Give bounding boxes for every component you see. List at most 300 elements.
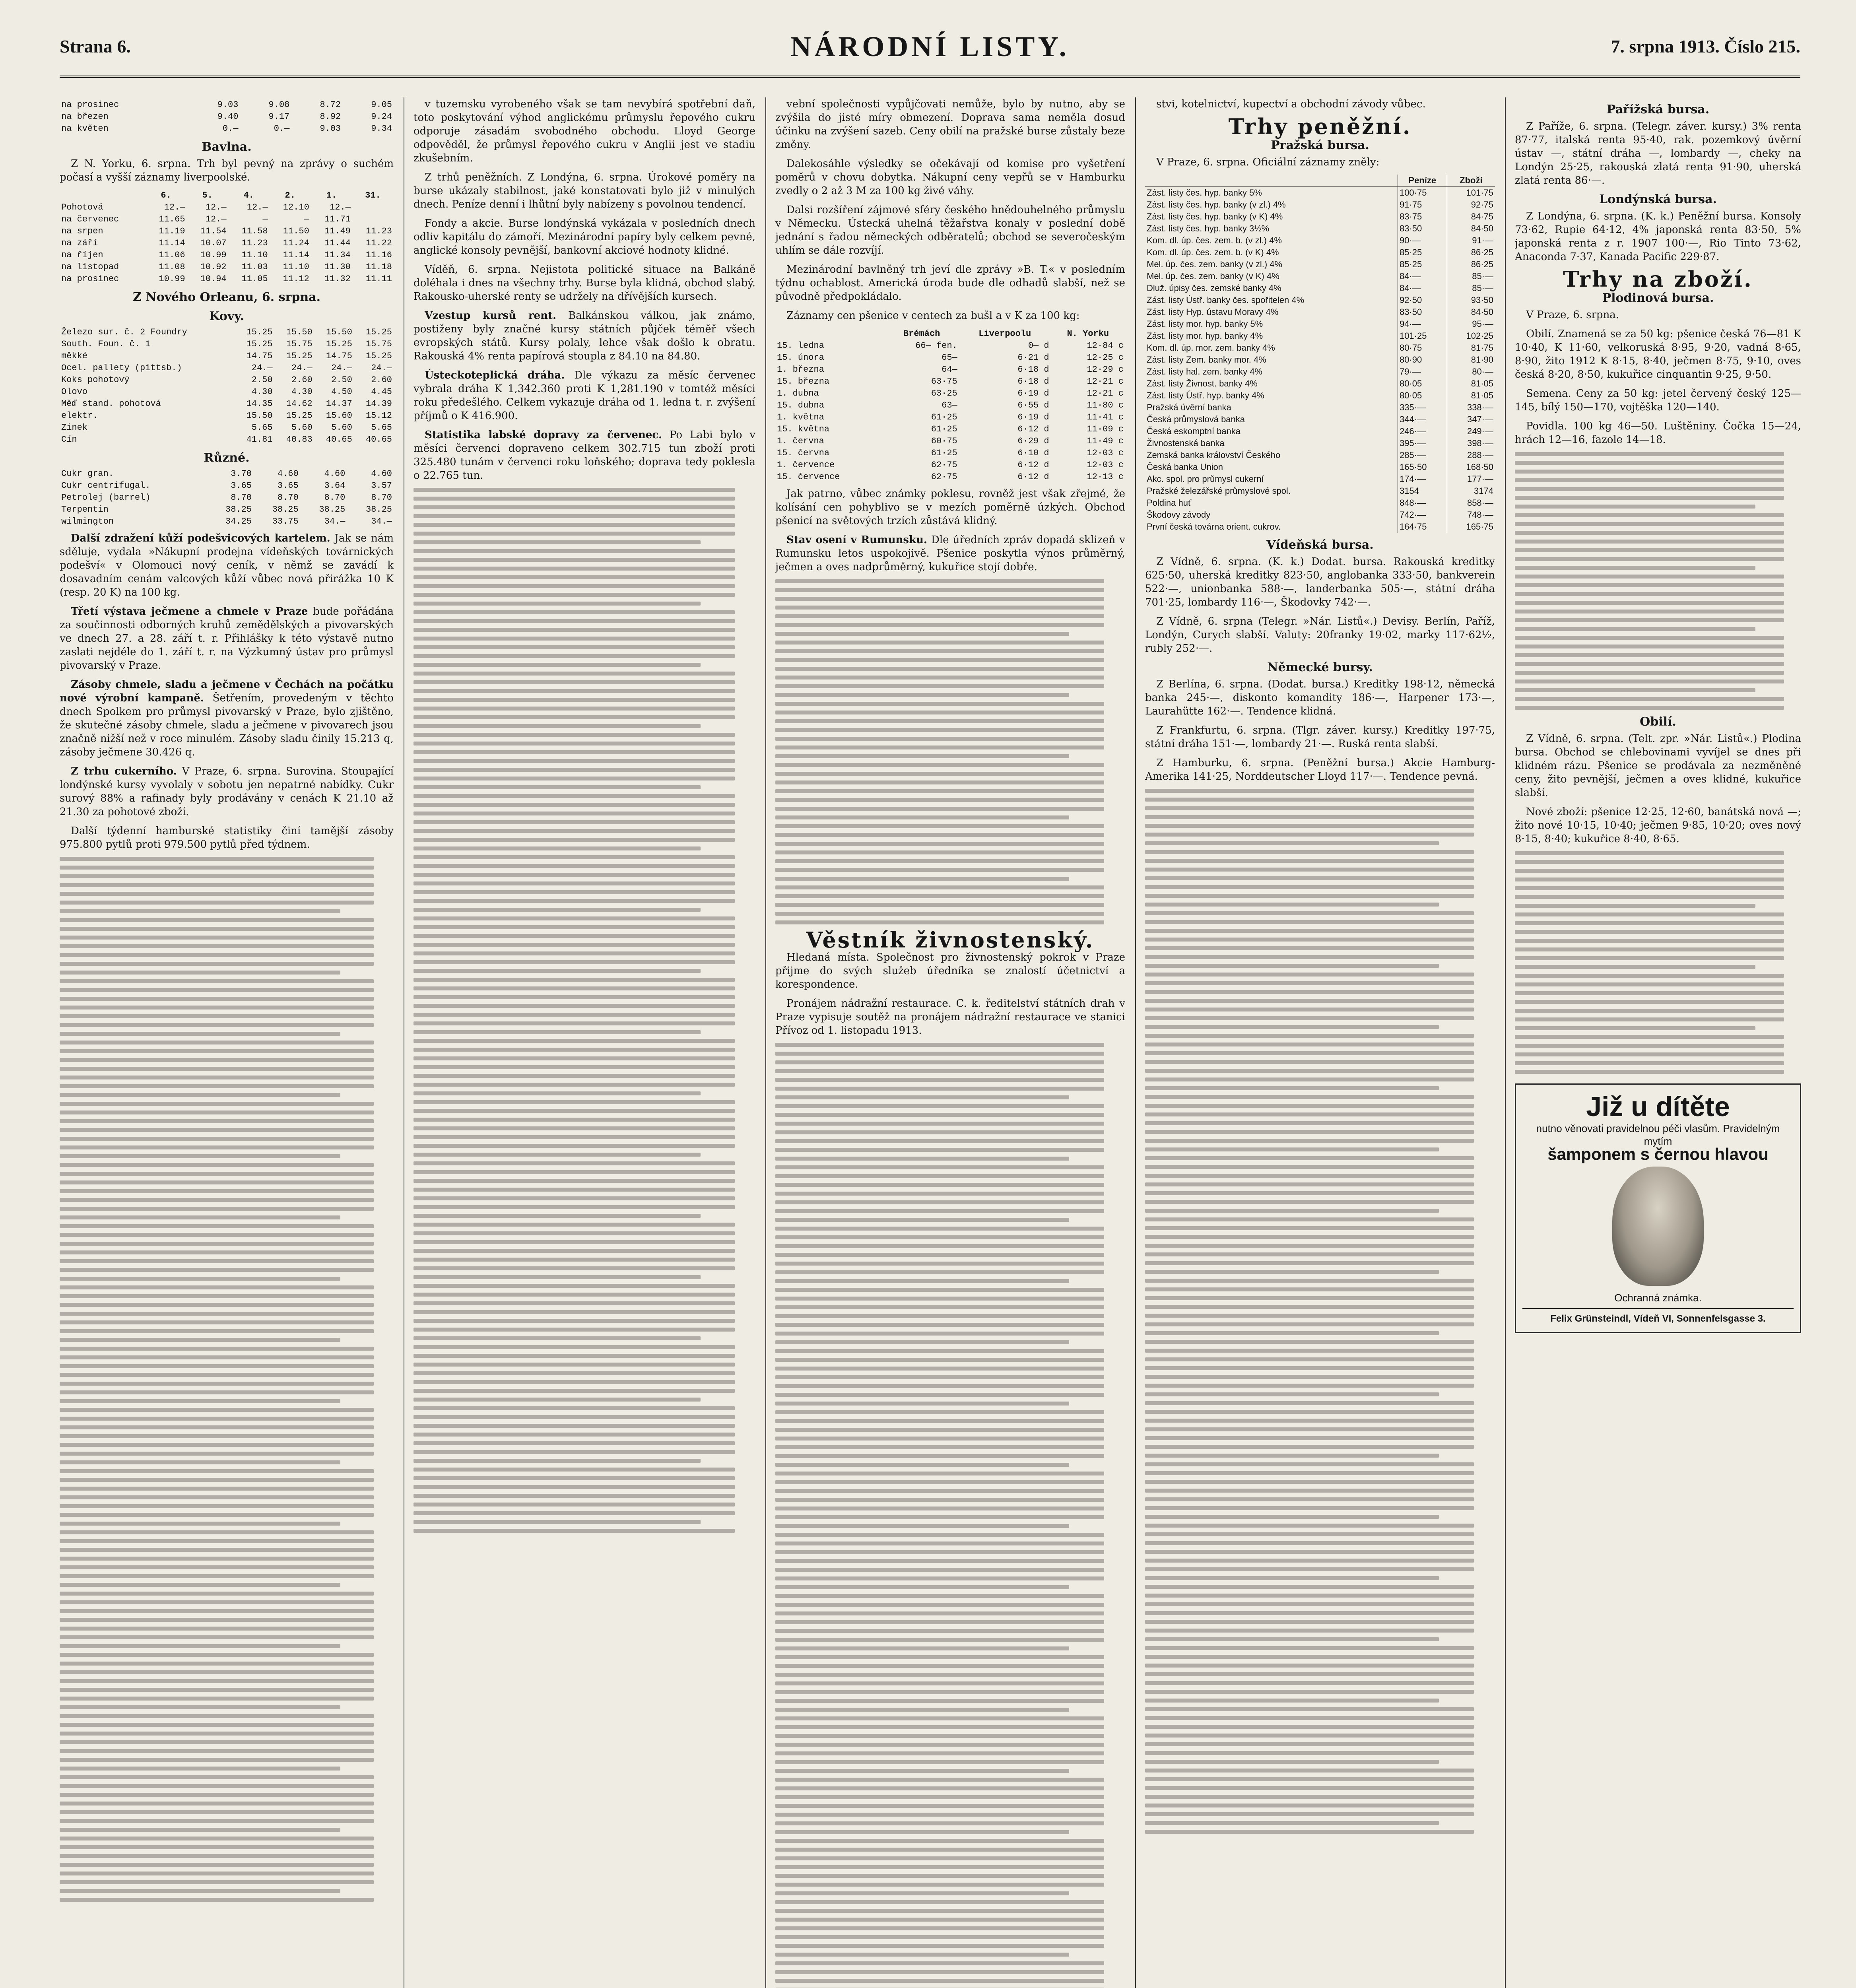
table-cell: 80·75 <box>1398 342 1447 354</box>
table-cell: 395·— <box>1398 437 1447 449</box>
text-line <box>414 637 735 641</box>
text-line <box>775 1734 1104 1738</box>
table-cell: 12.— <box>205 214 227 224</box>
text-line <box>60 1478 374 1482</box>
table-cell: 12·03 c <box>1087 448 1124 458</box>
text-line <box>414 1091 701 1095</box>
text-line <box>1145 1445 1474 1449</box>
text-line <box>1145 1086 1439 1090</box>
table-cell: 101·25 <box>1398 330 1447 342</box>
table-cell: 40.65 <box>326 435 352 445</box>
table-cell: 63— <box>942 400 957 410</box>
table-cell: Cukr centrifugal. <box>61 481 151 491</box>
text-line <box>60 1355 374 1359</box>
table-cell: na prosinec <box>61 100 119 110</box>
text-line <box>414 1004 735 1008</box>
table-row <box>775 376 1125 388</box>
text-line <box>414 986 735 990</box>
table-cell: 1. června <box>777 436 824 446</box>
text-line <box>775 1489 1104 1493</box>
table-row <box>775 471 1125 483</box>
text-line <box>775 1848 1104 1852</box>
text-line <box>775 763 1104 767</box>
text-line <box>1515 1061 1784 1065</box>
text-line <box>1145 973 1474 977</box>
article-title: Třetí výstava ječmene a chmele v Praze <box>71 606 308 617</box>
table-cell: 0— d <box>1028 341 1049 351</box>
table-row <box>1145 402 1495 414</box>
table-cell: 11.16 <box>365 250 392 260</box>
text-line <box>60 1198 374 1202</box>
text-line <box>1145 1742 1474 1746</box>
text-line <box>775 1174 1104 1178</box>
text-line <box>60 1522 340 1526</box>
text-line <box>414 1100 735 1104</box>
table-cell: 15.60 <box>326 411 352 421</box>
text-line <box>1145 1217 1474 1221</box>
text-line <box>60 883 374 887</box>
table-cell: na prosinec <box>61 274 119 284</box>
table-cell: Zást. listy mor. hyp. banky 5% <box>1145 318 1398 330</box>
text-line <box>775 1664 1104 1668</box>
text-line <box>775 1708 1069 1712</box>
table-cell: 86·25 <box>1471 247 1493 257</box>
table-cell: — <box>262 214 268 224</box>
text-line <box>60 1242 374 1246</box>
text-line <box>775 807 1104 811</box>
text-line <box>60 866 374 870</box>
text-line <box>775 1620 1104 1624</box>
table-row <box>60 261 394 273</box>
text-line <box>414 1161 735 1165</box>
text-line <box>1515 878 1784 881</box>
text-line <box>60 1609 374 1613</box>
table-cell: 164·75 <box>1398 521 1447 533</box>
text-line <box>1515 947 1784 951</box>
text-line <box>1145 1252 1474 1256</box>
text-line <box>414 890 735 894</box>
text-line <box>414 1109 735 1113</box>
table-row <box>1145 473 1495 485</box>
table-cell: 11.10 <box>283 262 309 272</box>
text-line <box>775 1568 1104 1572</box>
text-line <box>1145 1060 1474 1064</box>
table-row <box>1145 235 1495 247</box>
table-cell: 86·25 <box>1471 259 1493 269</box>
text-line <box>1515 470 1784 474</box>
text-line <box>60 1294 374 1298</box>
table-cell: 81·05 <box>1471 390 1493 400</box>
table-cell: 6·21 d <box>1017 353 1049 363</box>
text-line <box>1145 1699 1439 1703</box>
text-line <box>1515 557 1784 561</box>
table-cell: Kom. dl. úp. čes. zem. b. (v K) 4% <box>1145 247 1398 258</box>
text-line <box>1145 1322 1474 1326</box>
text-line <box>414 514 735 518</box>
text-line <box>1145 1419 1474 1423</box>
table-cell: 94·— <box>1398 318 1447 330</box>
table-cell: 61·25 <box>931 448 957 458</box>
text-line <box>775 1681 1104 1685</box>
text-line <box>60 971 340 975</box>
text-line <box>1145 1524 1474 1528</box>
article-text: v tuzemsku vyrobeného však se tam nevybírá spotřební daň, toto poskytování výhod anglickému průmyslu řepového cukru odporuje zásadám svobodného obchodu. Lloyd George odpověděl, že průmysl řepového cukru v Anglii jest ve stadiu zkušebním. <box>414 98 755 164</box>
text-line <box>60 1425 374 1429</box>
table-row <box>1145 378 1495 390</box>
table-row <box>775 423 1125 435</box>
text-line <box>60 1364 374 1368</box>
table-cell: 66— fen. <box>915 341 957 351</box>
table-row <box>1145 199 1495 211</box>
table-cell: 90·— <box>1398 235 1447 247</box>
table-cell: 80·05 <box>1398 378 1447 390</box>
text-line <box>775 1323 1104 1327</box>
text-line <box>1515 531 1784 535</box>
text-line <box>1145 1454 1439 1458</box>
section-title-orleans: Z Nového Orleanu, 6. srpna. <box>132 290 321 304</box>
table-row <box>775 447 1125 459</box>
table-cell: 165·75 <box>1466 522 1493 532</box>
article-text: Z Paříže, 6. srpna. (Telegr. záver. kursy.) 3% renta 87·77, italská renta 95·40, rak. pozemkový úvěrní ústav —, státní dráha —, lombardy —, cheky na Londýn 25·25, rakouská zlatá renta 91·90, uherská zlatá renta 86·—. <box>1515 120 1801 186</box>
text-line <box>60 1347 374 1351</box>
text-line <box>1145 1410 1474 1414</box>
table-cell: 11.49 <box>324 226 351 236</box>
table-row <box>1145 330 1495 342</box>
ad-maker: Felix Grünsteindl, Vídeň VI, Sonnenfelsgasse 3. <box>1522 1308 1794 1326</box>
table-cell: 10.94 <box>200 274 227 284</box>
text-line <box>775 1340 1069 1344</box>
table-cell: 63·75 <box>931 377 957 386</box>
text-line <box>1145 1235 1474 1239</box>
text-line <box>1145 1200 1474 1204</box>
section-title-cotton: Bavlna. <box>202 140 252 154</box>
section-title-money: Trhy peněžní. <box>1228 114 1412 139</box>
table-cell: 92·50 <box>1398 294 1447 306</box>
column-2 <box>414 97 755 1988</box>
text-line <box>414 1223 735 1227</box>
text-line <box>414 916 735 920</box>
text-line <box>775 1961 1104 1965</box>
table-cell: Živnostenská banka <box>1145 437 1398 449</box>
text-line <box>414 1459 701 1463</box>
table-row <box>60 202 394 214</box>
table-cell: 34.25 <box>225 516 252 526</box>
text-line <box>1145 868 1474 872</box>
text-line <box>1145 1287 1474 1291</box>
text-line <box>60 1259 374 1263</box>
shampoo-advertisement <box>1515 1083 1801 1333</box>
text-line <box>1515 1035 1784 1039</box>
text-line <box>60 1434 374 1438</box>
text-line <box>414 899 735 903</box>
text-line <box>1145 1725 1474 1729</box>
table-header-cell <box>1145 175 1398 187</box>
text-line <box>414 1301 735 1305</box>
table-row <box>60 123 394 135</box>
text-line <box>775 1087 1104 1091</box>
text-line <box>1145 1392 1439 1396</box>
text-line <box>414 820 735 824</box>
text-line <box>414 1240 735 1244</box>
article-text: Hledaná místa. Společnost pro živnostenský pokrok v Praze přijme do svých služeb úředníka se znalostí účetnictví a korespondence. <box>775 951 1125 990</box>
text-line <box>1515 601 1784 605</box>
text-line <box>1145 1559 1474 1563</box>
table-cell: 9.08 <box>268 100 290 110</box>
text-line <box>775 1078 1104 1082</box>
text-line <box>1145 1104 1474 1108</box>
text-line <box>1515 636 1784 640</box>
table-cell: 3.65 <box>277 481 299 491</box>
text-line <box>60 1557 374 1561</box>
table-cell: South. Foun. č. 1 <box>61 339 151 349</box>
text-line <box>414 680 735 684</box>
text-line <box>414 943 735 947</box>
table-cell: 11·49 c <box>1087 436 1124 446</box>
text-line <box>1145 938 1474 942</box>
table-cell: Zást. listy čes. hyp. banky 5% <box>1145 187 1398 199</box>
text-line <box>1145 1734 1474 1738</box>
text-line <box>1145 1191 1474 1195</box>
text-line <box>1145 1025 1439 1029</box>
text-line <box>414 1214 701 1218</box>
table-cell: 11.03 <box>241 262 268 272</box>
text-line <box>60 1592 374 1596</box>
text-line <box>1515 965 1755 969</box>
table-cell: 34.— <box>324 516 346 526</box>
table-cell: Ocel. pallety (pittsb.) <box>61 363 182 373</box>
table-cell: 38.25 <box>272 505 299 514</box>
text-line <box>775 737 1104 741</box>
table-cell: 177·— <box>1467 474 1493 484</box>
text-line <box>414 610 735 614</box>
table-cell: 12.— <box>205 202 227 212</box>
text-line <box>775 1970 1104 1974</box>
table-cell: 65— <box>942 353 957 363</box>
table-cell: 38.25 <box>319 505 346 514</box>
table-cell: 15. ledna <box>777 341 824 351</box>
text-line <box>775 1095 1069 1099</box>
text-line <box>60 1041 374 1044</box>
table-cell: 15.25 <box>246 327 273 337</box>
table-cell: 84·50 <box>1471 307 1493 317</box>
text-line <box>775 1419 1104 1423</box>
text-line <box>775 1393 1104 1397</box>
text-line <box>775 1183 1104 1187</box>
text-line <box>414 1503 735 1507</box>
text-line <box>414 1511 735 1515</box>
text-line <box>775 1402 1069 1406</box>
text-line <box>775 702 1104 706</box>
text-line <box>775 824 1104 828</box>
text-line <box>1515 452 1784 456</box>
table-cell: 11.12 <box>283 274 309 284</box>
text-line <box>1145 1777 1474 1781</box>
table-cell: 3.64 <box>324 481 346 491</box>
text-line <box>414 1196 735 1200</box>
text-line <box>775 1576 1104 1580</box>
text-line <box>775 693 1069 697</box>
text-line <box>775 1104 1104 1108</box>
text-line <box>1145 1830 1474 1834</box>
text-line <box>414 995 735 999</box>
table-cell: 12.— <box>164 202 185 212</box>
table-cell: 11.71 <box>324 214 351 224</box>
text-line <box>775 1157 1069 1161</box>
table-cell: Zást. listy čes. hyp. banky (v K) 4% <box>1145 211 1398 223</box>
text-line <box>60 1076 374 1079</box>
text-line <box>60 1819 374 1823</box>
table-row <box>1145 390 1495 402</box>
table-row <box>60 214 394 225</box>
text-line <box>60 892 374 896</box>
table-cell: 15.12 <box>365 411 392 421</box>
column-5 <box>1515 97 1801 1988</box>
text-line <box>414 1336 701 1340</box>
text-line <box>1145 1681 1474 1685</box>
text-line <box>60 1460 340 1464</box>
text-line <box>1145 1462 1474 1466</box>
text-line <box>775 1375 1104 1379</box>
text-line <box>775 1507 1104 1510</box>
text-line <box>414 864 735 868</box>
text-line <box>775 1524 1069 1528</box>
text-line <box>60 1049 374 1053</box>
article-text: Semena. Ceny za 50 kg: jetel červený český 125—145, bílý 150—170, vojtěška 120—140. <box>1515 388 1801 413</box>
text-line <box>775 711 1104 714</box>
text-line <box>1515 697 1784 701</box>
text-line <box>775 815 1069 819</box>
text-line <box>60 1452 374 1456</box>
text-line <box>414 1468 735 1472</box>
child-portrait-image <box>1612 1167 1704 1286</box>
text-line <box>414 1415 735 1419</box>
table-cell: 12.— <box>247 202 268 212</box>
text-line <box>775 1944 1104 1948</box>
text-line <box>414 1231 735 1235</box>
text-line <box>60 1495 374 1499</box>
text-line <box>60 1443 374 1447</box>
table-cell: 3174 <box>1474 486 1493 496</box>
text-line <box>775 1909 1104 1913</box>
text-line <box>775 885 1104 889</box>
text-line <box>1515 627 1755 631</box>
table-cell: 15.25 <box>246 339 273 349</box>
table-cell: 11.23 <box>365 226 392 236</box>
table-cell: 80·90 <box>1398 354 1447 366</box>
table-row <box>1145 223 1495 235</box>
text-line <box>414 1529 735 1533</box>
text-line <box>1145 1244 1474 1248</box>
table-header-cell <box>60 190 145 202</box>
text-line <box>414 1083 735 1087</box>
text-line <box>414 1039 735 1043</box>
text-line <box>1145 1585 1474 1589</box>
text-line <box>1515 851 1784 855</box>
text-line <box>60 1627 374 1631</box>
text-line <box>60 1810 374 1814</box>
table-cell: 14.37 <box>326 399 352 409</box>
text-line <box>414 1144 735 1148</box>
table-row <box>60 468 394 480</box>
article-text: Z Vídně, 6. srpna (Telegr. »Nár. Listů«.) Devisy. Berlín, Paříž, Londýn, Curych slabší. Valuty: 20franky 19·02, marky 117·62½, rubly 252·—. <box>1145 615 1495 654</box>
table-cell: Kom. dl. úp. mor. zem. banky 4% <box>1145 342 1398 354</box>
text-line <box>1145 1043 1474 1046</box>
article-text: Jak se nám sděluje, vydala »Nákupní prodejna vídeňských továrnických podešví« v Olomouci nový ceník, v němž se zavádí k dosavadním cenám valcových kůží vůbec nová přirážka 10 K (resp. 20 K) na 100 kg. <box>60 532 394 598</box>
text-line <box>775 1358 1104 1362</box>
text-line <box>414 960 735 964</box>
text-line <box>1515 1026 1755 1030</box>
table-cell: 8.70 <box>371 493 392 503</box>
table-cell: 11.08 <box>159 262 185 272</box>
text-lines <box>414 488 755 1533</box>
text-line <box>60 1382 374 1386</box>
text-line <box>414 873 735 877</box>
text-line <box>775 1288 1104 1292</box>
table-cell: 11.11 <box>365 274 392 284</box>
text-line <box>60 1408 374 1412</box>
text-line <box>60 1145 374 1149</box>
table-row <box>1145 485 1495 497</box>
table-cell: 11·80 c <box>1087 400 1124 410</box>
table-header-cell: 6. <box>161 190 171 200</box>
table-cell: Akc. spol. pro průmysl cukerní <box>1145 473 1398 485</box>
text-line <box>414 1450 735 1454</box>
table-cell: 11.14 <box>159 238 185 248</box>
table-cell: 285·— <box>1398 449 1447 461</box>
text-line <box>775 1751 1104 1755</box>
text-line <box>1145 1751 1474 1755</box>
section-title-grain: Obilí. <box>1640 715 1676 729</box>
table-row <box>1145 294 1495 306</box>
article-text: V Praze, 6. srpna. Surovina. Stoupající londýnské kursy vyvolaly v sobotu jen nepatrné nabídky. Cukr surový 88% a rafinady byly prodávány v cenách K 21.10 až 21.30 za pohotové zboží. <box>60 765 394 818</box>
text-line <box>1145 1375 1474 1379</box>
text-line <box>775 1227 1104 1231</box>
text-line <box>60 1530 374 1534</box>
table-cell: 9.24 <box>371 112 392 122</box>
text-line <box>1145 911 1474 915</box>
text-line <box>1145 1812 1474 1816</box>
article-text: V Praze, 6. srpna. <box>1526 309 1619 321</box>
article-text: Mezinárodní bavlněný trh jeví dle zprávy »B. T.« v posledním týdnu ochablost. Americká úroda bude dle odhadů slabší, než se původně předpokládalo. <box>775 264 1125 303</box>
table-cell: 11.58 <box>241 226 268 236</box>
text-line <box>60 1303 374 1307</box>
text-line <box>775 1367 1104 1371</box>
table-cell: 5.65 <box>371 423 392 433</box>
text-line <box>60 1644 340 1648</box>
text-line <box>775 676 1104 679</box>
table-cell: Zást. listy Ústř. hyp. banky 4% <box>1145 390 1398 402</box>
text-line <box>775 1856 1104 1860</box>
table-row <box>60 237 394 249</box>
table-cell: 6·55 d <box>1017 400 1049 410</box>
text-line <box>60 1119 374 1123</box>
table-cell: 33.75 <box>272 516 299 526</box>
text-line <box>775 1445 1104 1449</box>
text-line <box>775 1979 1104 1983</box>
text-line <box>775 1918 1104 1922</box>
text-line <box>60 1653 374 1657</box>
text-line <box>60 1539 374 1543</box>
text-line <box>414 1188 735 1192</box>
text-line <box>1515 478 1784 482</box>
table-row <box>60 422 394 434</box>
text-line <box>1145 964 1439 968</box>
text-line <box>414 794 735 798</box>
table-cell: elektr. <box>61 411 98 421</box>
text-line <box>414 812 735 815</box>
table-row <box>775 412 1125 423</box>
text-line <box>1515 895 1784 899</box>
